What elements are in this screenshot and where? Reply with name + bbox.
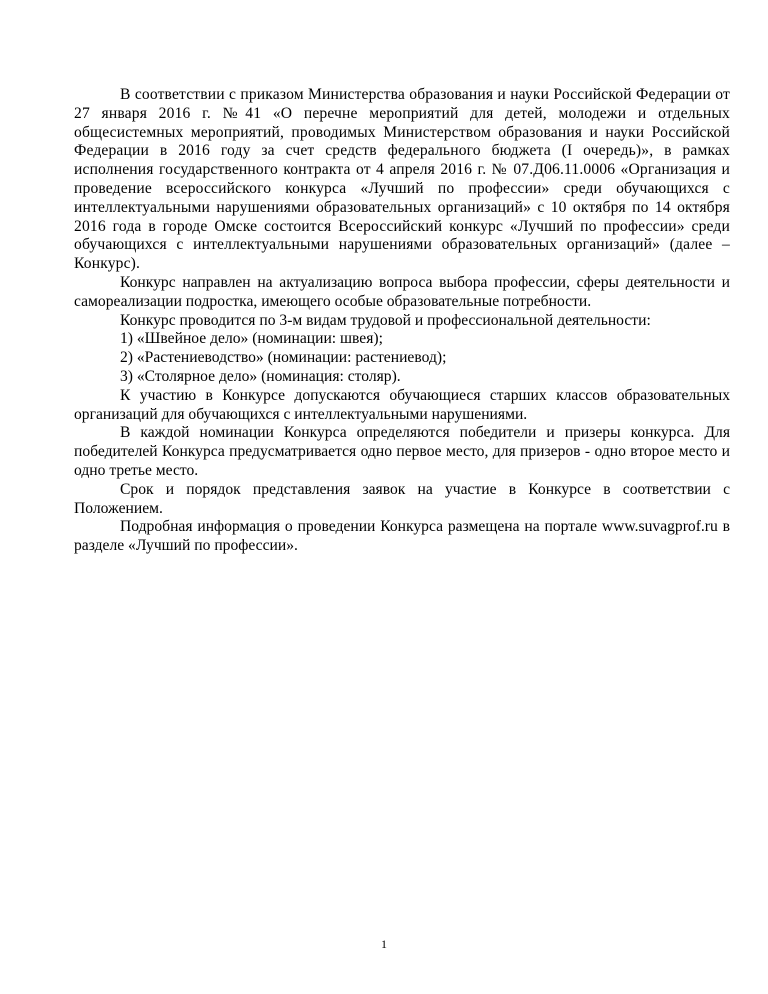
paragraph-participants: К участию в Конкурсе допускаются обучающиеся старших классов образовательных организаций для обучающихся с интеллектуальными нарушениями. — [74, 386, 730, 423]
list-item-plant-growing: 2) «Растениеводство» (номинации: растениевод); — [120, 349, 447, 367]
paragraph-winners: В каждой номинации Конкурса определяются победители и призеры конкурса. Для победителей Конкурса предусматривается одно первое место, для призеров - одно второе место и одно третье место. — [74, 424, 730, 479]
document-body — [74, 86, 730, 556]
paragraph-purpose: Конкурс направлен на актуализацию вопроса выбора профессии, сферы деятельности и самореализации подростка, имеющего особые образовательные потребности. — [74, 273, 730, 310]
paragraph-more-info: Подробная информация о проведении Конкурса размещена на портале www.suvagprof.ru в разделе «Лучший по профессии». — [74, 518, 730, 555]
paragraph-applications: Срок и порядок представления заявок на участие в Конкурсе в соответствии с Положением. — [74, 480, 730, 517]
page-number: 1 — [381, 937, 387, 951]
paragraph-intro: В соответствии с приказом Министерства образования и науки Российской Федерации от 27 января 2016 г. №41 «О перечне мероприятий для детей, молодежи и отдельных общесистемных мероприятий, проводимых Министерством образования и науки Российской Федерации в 2016 году за счет средств федерального бюджета (I очередь)», в рамках исполнения государственного контракта от 4 апреля 2016 г. № 07.Д06.11.0006 «Организация и проведение всероссийского конкурса «Лучший по профессии» среди обучающихся с интеллектуальными нарушениями образовательных организаций» с 10 октября по 14 октября 2016 года в городе Омске состоится Всероссийский конкурс «Лучший по профессии» среди обучающихся с интеллектуальными нарушениями образовательных организаций» (далее – Конкурс). — [74, 86, 730, 273]
list-item-carpentry: 3) «Столярное дело» (номинация: столяр). — [120, 367, 401, 385]
list-item-sewing: 1) «Швейное дело» (номинации: швея); — [120, 330, 383, 348]
paragraph-types: Конкурс проводится по 3-м видам трудовой и профессиональной деятельности: — [120, 311, 651, 329]
